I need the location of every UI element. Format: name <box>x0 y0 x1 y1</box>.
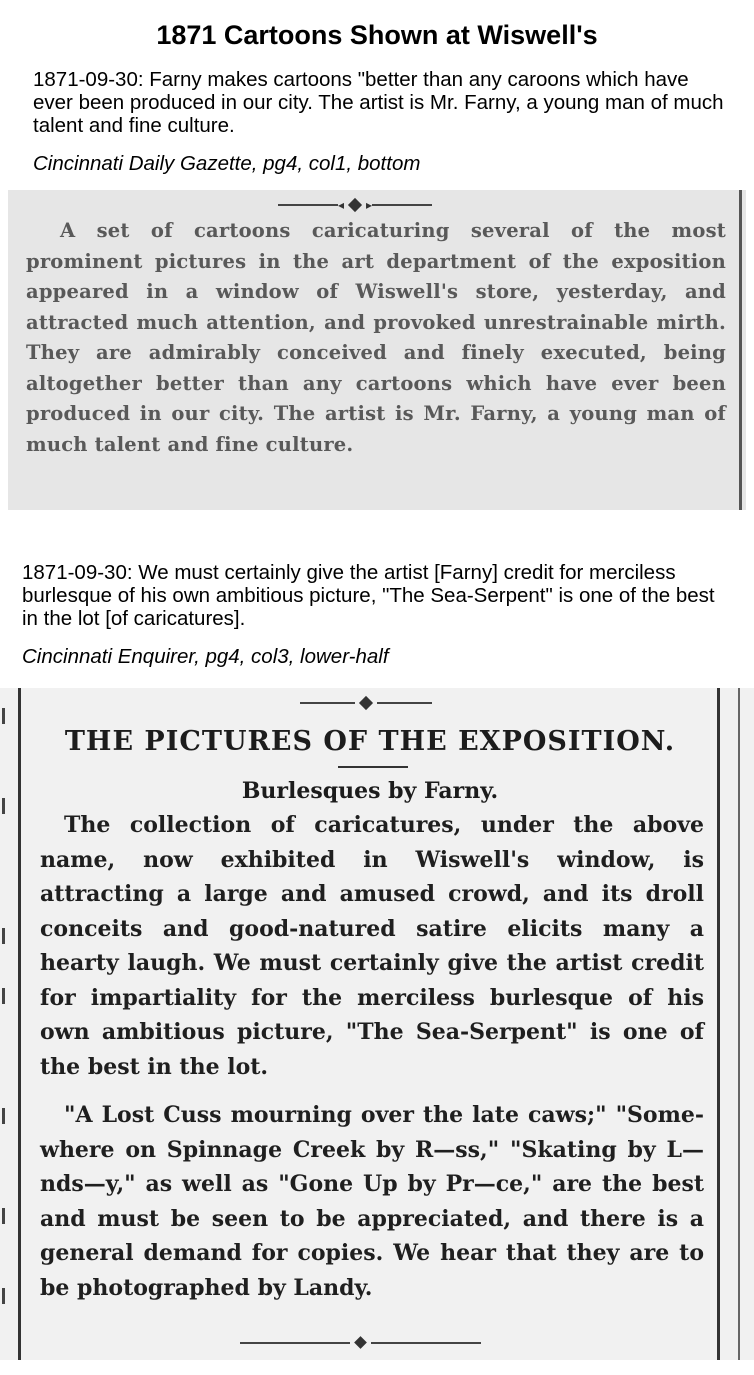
entry-note: 1871-09-30: We must certainly give the artist [Farny] credit for merciless burlesque of his own ambitious picture, "The Sea-Serpent" is one of the best in the lot [of caricatures]. <box>22 561 715 630</box>
clipping-text: A set of cartoons caricaturing several of the most prominent pictures in the art department of the exposition appeared in a window of Wiswell's store, yesterday, and attracted much attention, and provoked unrestrainable mirth. They are admirably conceived and finely executed, being altogether better than any cartoons which have ever been produced in our city. The artist is Mr. Farny, a young man of much talent and fine culture. <box>26 219 726 456</box>
newspaper-clipping <box>8 190 746 510</box>
newspaper-clipping <box>0 688 754 1360</box>
headline-divider <box>338 766 408 768</box>
clipping-paragraph: The collection of caricatures, under the above name, now exhibited in Wiswell's window, is attracting a large and amused crowd, and its droll conceits and good-natured satire elicits many a hearty laugh. We must certainly give the artist credit for impartiality for the merciless burlesque of his own ambitious picture, "The Sea-Serpent" is one of the best in the lot. <box>40 812 704 1080</box>
entry-note: 1871-09-30: Farny makes cartoons "better than any caroons which have ever been produced in our city. The artist is Mr. Farny, a young man of much talent and fine culture. <box>33 68 724 137</box>
clipping-headline: THE PICTURES OF THE EXPOSITION. <box>64 726 676 757</box>
clipping-paragraph: "A Lost Cuss mourning over the late caws;" "Some-where on Spinnage Creek by R—ss," "Skating by L—nds—y," as well as "Gone Up by Pr—ce," are the best and must be seen to be appreciated, and there is a general demand for copies. We hear that they are to be photographed by Landy. <box>40 1102 704 1301</box>
ornament-divider: ◂ ▸ <box>278 198 432 212</box>
ornament-divider <box>240 1338 481 1347</box>
clipping-subhead: Burlesques by Farny. <box>241 778 499 804</box>
entry-source: Cincinnati Daily Gazette, pg4, col1, bottom <box>33 152 421 175</box>
ornament-divider <box>300 698 432 708</box>
page-title: 1871 Cartoons Shown at Wiswell's <box>156 20 598 50</box>
entry-source: Cincinnati Enquirer, pg4, col3, lower-half <box>22 645 389 668</box>
